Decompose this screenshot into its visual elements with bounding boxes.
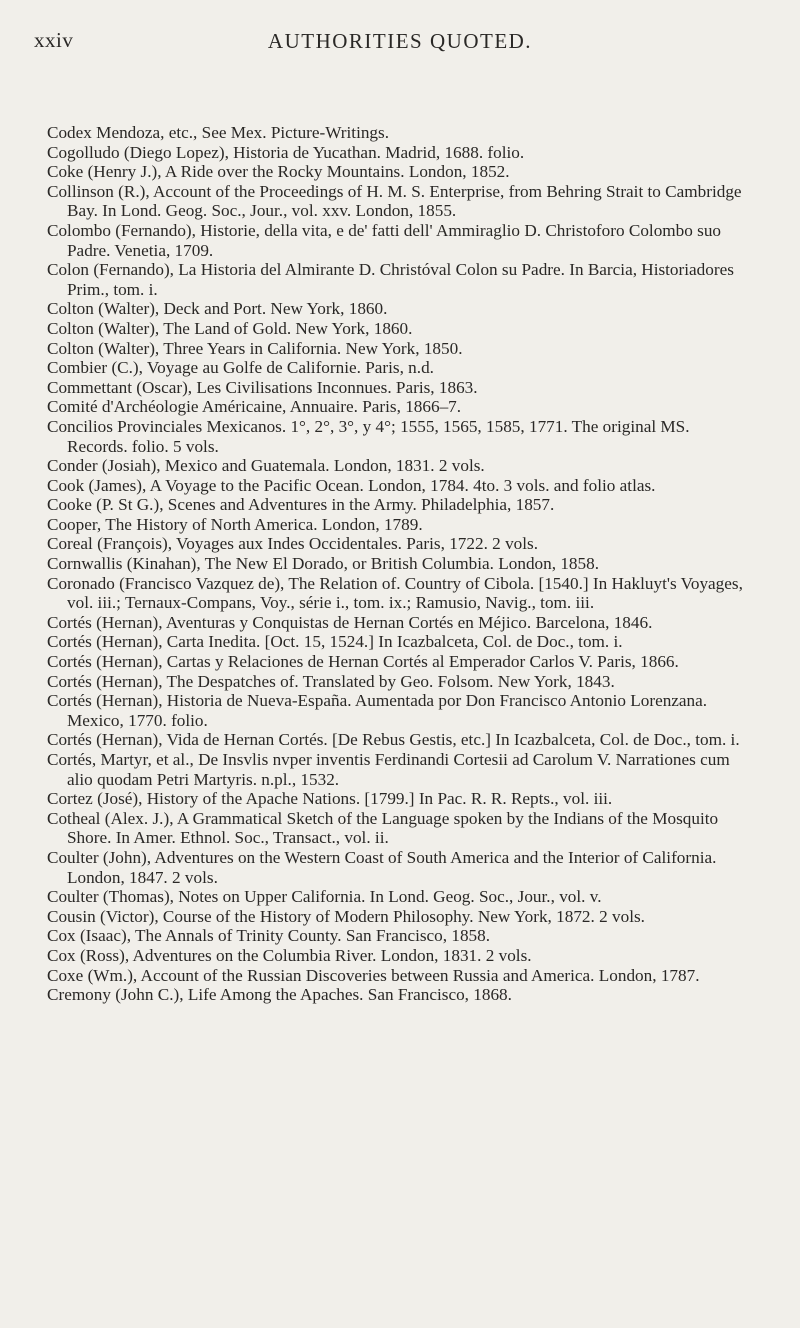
bibliography-entry: Cox (Ross), Adventures on the Columbia River. London, 1831. 2 vols. (47, 945, 532, 965)
bibliography-entry: Colton (Walter), Three Years in California. New York, 1850. (47, 338, 463, 358)
bibliography-entry: Conder (Josiah), Mexico and Guatemala. London, 1831. 2 vols. (47, 456, 485, 476)
bibliography-entry: Cook (James), A Voyage to the Pacific Ocean. London, 1784. 4to. 3 vols. and folio atlas. (47, 475, 656, 495)
bibliography-entry: Colton (Walter), Deck and Port. New York, 1860. (47, 299, 388, 319)
bibliography-entry: Concilios Provinciales Mexicanos. 1°, 2°, 3°, y 4°; 1555, 1565, 1585, 1771. The original MS. Records. folio. 5 vols. (47, 416, 690, 456)
bibliography-entry: Combier (C.), Voyage au Golfe de Californie. Paris, n.d. (47, 358, 434, 378)
bibliography-entry: Coke (Henry J.), A Ride over the Rocky Mountains. London, 1852. (47, 162, 510, 182)
bibliography-entry: Cousin (Victor), Course of the History of Modern Philosophy. New York, 1872. 2 vols. (47, 906, 645, 926)
bibliography-entry: Cortés (Hernan), Aventuras y Conquistas de Hernan Cortés en Méjico. Barcelona, 1846. (47, 612, 653, 632)
bibliography-entry: Cortés (Hernan), The Despatches of. Translated by Geo. Folsom. New York, 1843. (47, 671, 615, 691)
bibliography-entry: Cooke (P. St G.), Scenes and Adventures in the Army. Philadelphia, 1857. (47, 495, 555, 515)
bibliography-entry: Commettant (Oscar), Les Civilisations Inconnues. Paris, 1863. (47, 377, 478, 397)
page-number: xxiv (34, 28, 74, 52)
bibliography-entry: Cortés (Hernan), Historia de Nueva-España. Aumentada por Don Francisco Antonio Lorenzana. Mexico, 1770. folio. (47, 691, 708, 730)
bibliography-entry: Colton (Walter), The Land of Gold. New York, 1860. (47, 318, 413, 338)
page-header (34, 28, 766, 58)
bibliography-list (47, 123, 747, 1005)
bibliography-entry: Coreal (François), Voyages aux Indes Occidentales. Paris, 1722. 2 vols. (47, 534, 539, 554)
bibliography-entry: Cortés (Hernan), Vida de Hernan Cortés. [De Rebus Gestis, etc.] In Icazbalceta, Col. de Doc., tom. i. (47, 730, 740, 750)
bibliography-entry: Cortés, Martyr, et al., De Insvlis nvper inventis Ferdinandi Cortesii ad Carolum V. Narrationes cum alio quodam Petri Martyris. n.pl., 1532. (47, 750, 730, 789)
bibliography-entry: Cotheal (Alex. J.), A Grammatical Sketch of the Language spoken by the Indians of the Mosquito Shore. In Amer. Ethnol. Soc., Transact., vol. ii. (47, 808, 719, 848)
bibliography-entry: Cortés (Hernan), Cartas y Relaciones de Hernan Cortés al Emperador Carlos V. Paris, 1866. (47, 652, 679, 672)
bibliography-entry: Cortés (Hernan), Carta Inedita. [Oct. 15, 1524.] In Icazbalceta, Col. de Doc., tom. i. (47, 632, 623, 652)
bibliography-entry: Coxe (Wm.), Account of the Russian Discoveries between Russia and America. London, 1787. (47, 965, 700, 985)
bibliography-entry: Cortez (José), History of the Apache Nations. [1799.] In Pac. R. R. Repts., vol. iii. (47, 789, 613, 809)
bibliography-entry: Cox (Isaac), The Annals of Trinity County. San Francisco, 1858. (47, 926, 491, 946)
bibliography-entry: Cremony (John C.), Life Among the Apaches. San Francisco, 1868. (47, 985, 512, 1005)
bibliography-entry: Colon (Fernando), La Historia del Almirante D. Christóval Colon su Padre. In Barcia, Historiadores Prim., tom. i. (47, 260, 734, 299)
bibliography-entry: Codex Mendoza, etc., See Mex. Picture-Writings. (47, 123, 390, 142)
bibliography-entry: Coulter (John), Adventures on the Western Coast of South America and the Interior of California. London, 1847. 2 vols. (47, 847, 717, 887)
bibliography-entry: Comité d'Archéologie Américaine, Annuaire. Paris, 1866–7. (47, 397, 462, 417)
bibliography-entry: Cornwallis (Kinahan), The New El Dorado, or British Columbia. London, 1858. (47, 554, 599, 574)
bibliography-entry: Coulter (Thomas), Notes on Upper California. In Lond. Geog. Soc., Jour., vol. v. (47, 887, 602, 907)
bibliography-entry: Collinson (R.), Account of the Proceedings of H. M. S. Enterprise, from Behring Strait to Cambridge Bay. In Lond. Geog. Soc., Jour., vol. xxv. London, 1855. (47, 181, 742, 221)
bibliography-entry: Colombo (Fernando), Historie, della vita, e de' fatti dell' Ammiraglio D. Christoforo Colombo suo Padre. Venetia, 1709. (47, 220, 722, 260)
bibliography-entry: Cooper, The History of North America. London, 1789. (47, 514, 423, 534)
bibliography-entry: Cogolludo (Diego Lopez), Historia de Yucathan. Madrid, 1688. folio. (47, 142, 525, 162)
bibliography-entry: Coronado (Francisco Vazquez de), The Relation of. Country of Cibola. [1540.] In Hakluyt's Voyages, vol. iii.; Ternaux-Compans, Voy., série i., tom. ix.; Ramusio, Navig., tom. iii. (47, 573, 743, 613)
running-title: AUTHORITIES QUOTED. (267, 29, 533, 53)
